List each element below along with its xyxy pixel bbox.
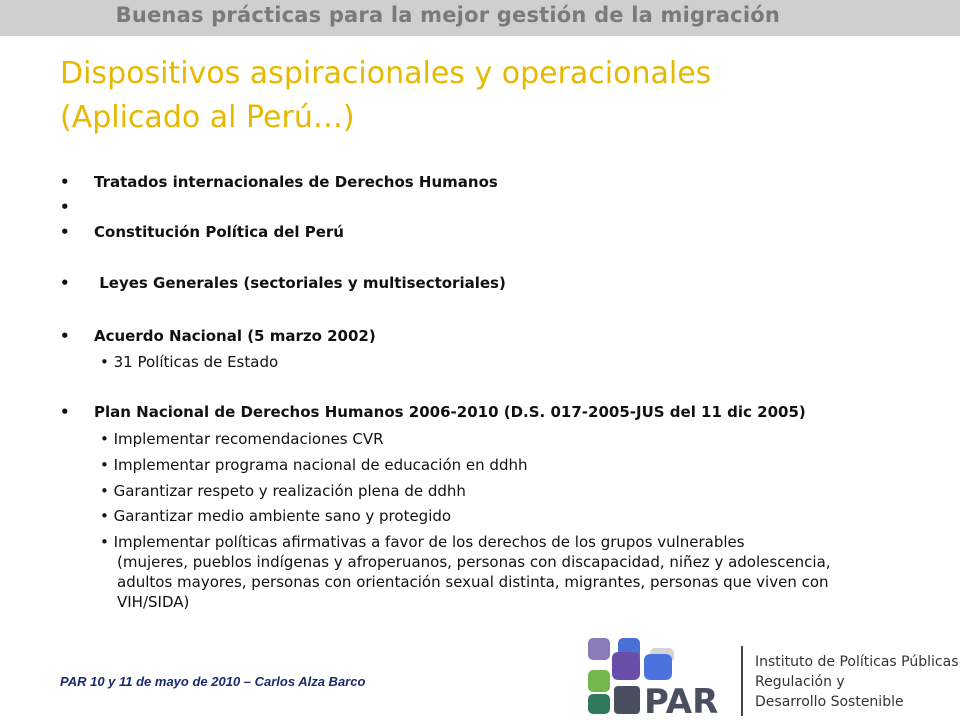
list-item-text: Constitución Política del Perú — [94, 223, 344, 241]
logo-text-line3: Desarrollo Sostenible — [755, 694, 904, 710]
logo-square-teal — [588, 694, 610, 714]
logo-wordmark: PAR — [644, 682, 719, 720]
bullet-icon: • — [60, 173, 70, 191]
header-title: Buenas prácticas para la mejor gestión de la migración — [115, 3, 780, 27]
logo-square-dark — [614, 686, 640, 714]
logo-square-blue-mid — [644, 654, 672, 680]
sub-list-item: • Garantizar medio ambiente sano y protegido — [100, 507, 452, 525]
bullet-icon: • — [60, 274, 70, 292]
sub-list-item-first-line: • Implementar políticas afirmativas a favor de los derechos de los grupos vulnerables — [100, 533, 745, 551]
sub-list-item: • Garantizar respeto y realización plena de ddhh — [100, 482, 466, 500]
logo-square-purple-mid — [612, 652, 640, 680]
logo-divider — [741, 646, 743, 716]
sub-list-item: • 31 Políticas de Estado — [100, 353, 279, 371]
footer-text: PAR 10 y 11 de mayo de 2010 – Carlos Alza Barco — [60, 674, 366, 689]
slide-title-line2: (Aplicado al Perú…) — [60, 100, 355, 135]
sub-list-item — [100, 532, 860, 612]
bullet-icon: • — [60, 223, 70, 241]
list-item-text: Tratados internacionales de Derechos Humanos — [94, 173, 498, 191]
logo-text — [755, 652, 959, 712]
sub-list-item: • Implementar recomendaciones CVR — [100, 430, 384, 448]
logo-text-line1: Instituto de Políticas Públicas — [755, 654, 959, 670]
list-item-text: Leyes Generales (sectoriales y multisectoriales) — [94, 274, 506, 292]
sub-list-item: • Implementar programa nacional de educación en ddhh — [100, 456, 528, 474]
logo-square-purple-top — [588, 638, 610, 660]
bullet-icon: • — [60, 327, 70, 345]
bullet-icon: • — [60, 403, 70, 421]
slide-title — [60, 52, 711, 140]
logo-text-line2: Regulación y — [755, 674, 845, 690]
slide-title-line1: Dispositivos aspiracionales y operacionales — [60, 56, 712, 91]
list-item-text: Acuerdo Nacional (5 marzo 2002) — [94, 327, 376, 345]
bullet-icon: • — [60, 198, 70, 216]
logo-square-green — [588, 670, 610, 692]
list-item-text: Plan Nacional de Derechos Humanos 2006-2010 (D.S. 017-2005-JUS del 11 dic 2005) — [94, 403, 806, 421]
sub-list-item-continuation: (mujeres, pueblos indígenas y afroperuanos, personas con discapacidad, niñez y adolescencia, adultos mayores, personas con orientación sexual distinta, migrantes, personas que viven con VIH/SIDA) — [117, 553, 831, 611]
